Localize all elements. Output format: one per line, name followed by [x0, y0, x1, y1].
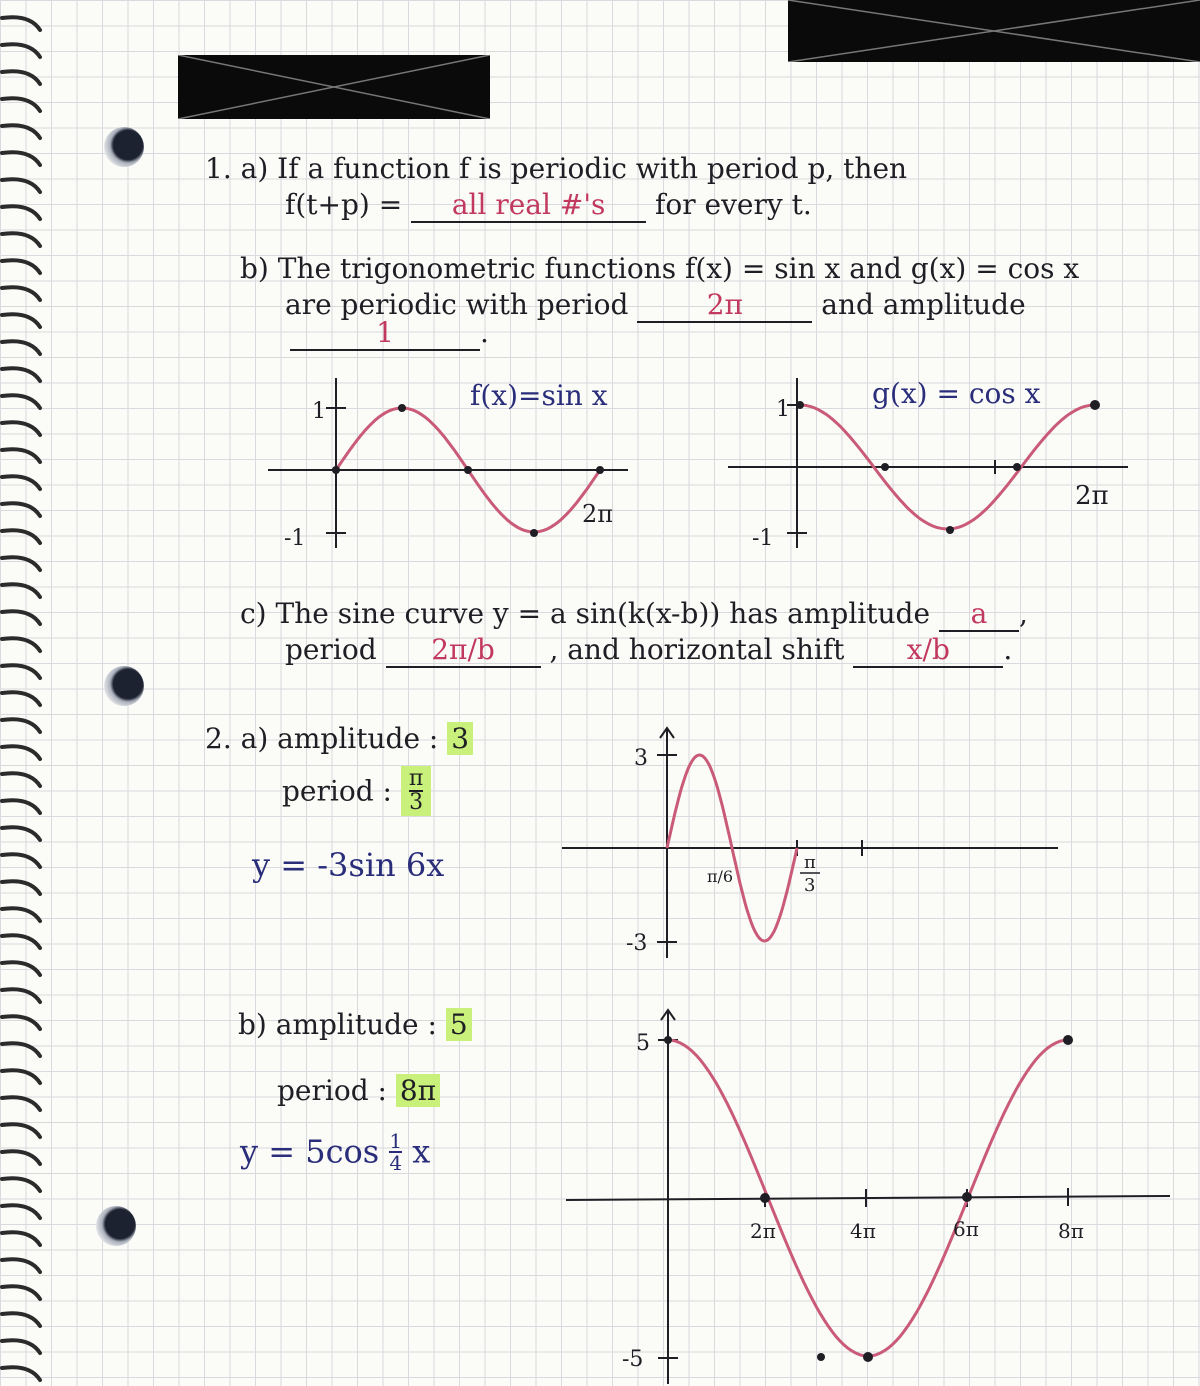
sin-graph — [260, 370, 640, 550]
q2-number: 2. — [205, 722, 232, 755]
q2a-label: a) — [240, 722, 269, 755]
q2b-period-line — [277, 1074, 440, 1107]
binder-hole — [96, 1206, 136, 1246]
cos-graph-title: g(x) = cos x — [872, 377, 1041, 410]
sin-graph-title: f(x)=sin x — [470, 379, 608, 412]
q1-number: 1. — [205, 152, 232, 185]
q1b-answer-period: 2π — [637, 288, 812, 323]
q2a-x-label-2-num: π — [804, 852, 816, 873]
q2a-y-max-label: 3 — [634, 746, 648, 771]
q2a-amplitude-line — [205, 722, 473, 755]
q2a-graph — [560, 720, 1060, 960]
q1c-text-1: The sine curve y = a sin(k(x-b)) has amplitude — [275, 597, 931, 630]
q2b-amplitude-line — [238, 1008, 472, 1041]
q1a-text-1: If a function f is periodic with period p, then — [277, 152, 908, 185]
q1a-line-1 — [205, 152, 907, 185]
cos-y-min-label: -1 — [752, 526, 774, 550]
q1c-answer-period: 2π/b — [386, 633, 541, 668]
q2a-period-num: π — [408, 766, 424, 791]
q2b-x-label: 8π — [1058, 1219, 1084, 1243]
q2a-x-label-2-den: 3 — [804, 875, 816, 896]
q2b-amplitude-value: 5 — [446, 1008, 472, 1041]
q1b-answer-amplitude: 1 — [290, 316, 480, 351]
q1c-text-3: , and horizontal shift — [549, 633, 845, 666]
sin-x-end-label: 2π — [582, 500, 614, 528]
q2b-label: b) — [238, 1008, 267, 1041]
redaction-box — [788, 0, 1200, 62]
q1a-line-2 — [285, 188, 812, 223]
q2a-period-den: 3 — [409, 790, 424, 815]
q2a-amplitude-value: 3 — [447, 722, 473, 755]
q1a-text-3: for every t. — [655, 188, 812, 221]
q2b-equation-pre: y = 5cos — [240, 1132, 380, 1171]
spiral-binding — [0, 0, 50, 1386]
q1a-label: a) — [240, 152, 269, 185]
cos-graph — [720, 370, 1140, 550]
q2b-x-label: 2π — [750, 1219, 776, 1243]
q1c-line-1: c) The sine curve y = a sin(k(x-b)) has amplitude a , — [240, 597, 1028, 630]
q1c-text-2: period — [285, 633, 377, 666]
q2b-x-axis — [566, 1196, 1170, 1200]
q2a-y-min-label: -3 — [626, 931, 648, 956]
sin-y-min-label: -1 — [284, 526, 306, 550]
q2b-amplitude-label: amplitude : — [275, 1008, 437, 1041]
q2b-graph — [560, 1000, 1180, 1386]
q2a-equation: y = -3sin 6x — [252, 846, 445, 884]
cos-y-max-label: 1 — [776, 397, 790, 422]
q1c-answer-amplitude: a — [939, 597, 1019, 632]
q2a-period-label: period : — [282, 774, 392, 808]
binder-hole — [104, 666, 144, 706]
redaction-box — [178, 55, 490, 119]
q1b-label: b) — [240, 252, 269, 285]
q1b-text-2: are periodic with period — [285, 288, 629, 321]
q2b-equation — [240, 1130, 430, 1173]
q1c-label: c) — [240, 597, 267, 630]
q2a-period-line — [282, 766, 431, 816]
q2b-frac-den: 4 — [389, 1150, 403, 1175]
q2b-x-label: 6π — [953, 1217, 979, 1241]
q2b-y-min-label: -5 — [622, 1347, 644, 1372]
q1b-text-3: and amplitude — [821, 288, 1026, 321]
q2b-equation-post: x — [412, 1132, 431, 1171]
q1c-line-2: period 2π/b , and horizontal shift x/b . — [285, 633, 1013, 666]
q2b-frac-num: 1 — [389, 1128, 403, 1153]
q1a-text-2: f(t+p) = — [285, 188, 403, 221]
q1a-answer: all real #'s — [411, 188, 646, 223]
q1c-answer-shift: x/b — [853, 633, 1003, 668]
q2b-period-label: period : — [277, 1074, 387, 1107]
q1b-line-3: 1 . — [290, 316, 489, 351]
q2a-amplitude-label: amplitude : — [277, 722, 439, 755]
binder-hole — [104, 127, 144, 167]
q2b-period-value: 8π — [396, 1074, 440, 1107]
cos-x-end-label: 2π — [1075, 481, 1109, 511]
q2b-y-max-label: 5 — [636, 1031, 650, 1056]
sin-y-max-label: 1 — [312, 399, 326, 424]
q1b-line-1 — [240, 252, 1079, 285]
q1b-text-1: The trigonometric functions f(x) = sin x and g(x) = cos x — [277, 252, 1080, 285]
q2b-x-label: 4π — [850, 1219, 876, 1243]
q2a-x-label-1: π/6 — [707, 867, 734, 886]
